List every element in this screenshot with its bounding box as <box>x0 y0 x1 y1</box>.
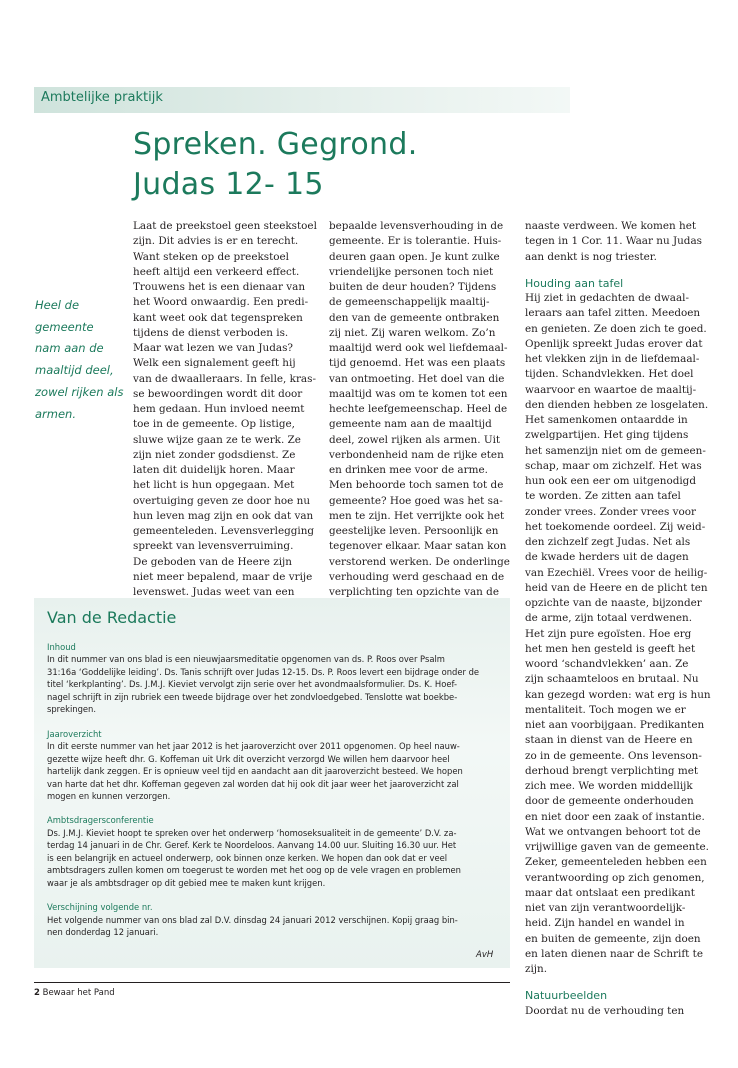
footer-rule <box>34 982 510 983</box>
text-line: waarvoor en waartoe de maaltij- <box>525 383 697 396</box>
text-line: tegen in 1 Cor. 11. Waar nu Judas <box>525 235 702 248</box>
text-line: heeft altijd een verkeerd effect. <box>133 265 300 278</box>
text-line: gemeente. Er is tolerantie. Huis- <box>329 235 502 248</box>
text-line: kan gezegd worden: wat erg is hun <box>525 688 711 701</box>
redactie-text-line: Ds. J.M.J. Kieviet hoopt te spreken over het onderwerp ‘homoseksualiteit in de gemeente’ D.V. za- <box>47 827 457 838</box>
text-line: en buiten de gemeente, zijn doen <box>525 932 701 945</box>
text-line: bepaalde levensverhouding in de <box>329 220 504 232</box>
text-line: heid. Zijn handel en wandel in <box>525 917 685 930</box>
subheading: Houding aan tafel <box>525 276 624 290</box>
text-line: Maar wat lezen we van Judas? <box>133 342 293 354</box>
text-line: Laat de preekstoel geen steekstoel <box>133 220 317 232</box>
redactie-text-line: In dit nummer van ons blad is een nieuwjaarsmeditatie opgenomen van ds. P. Roos over Psalm <box>47 654 445 665</box>
text-line: maaltijd was om te komen tot een <box>329 387 508 400</box>
text-line: aan denkt is nog triester. <box>525 250 657 263</box>
text-line: en genieten. Ze doen zich te goed. <box>525 322 707 335</box>
redactie-section-heading: Ambtsdragersconferentie <box>47 815 154 826</box>
text-line: tijdens de dienst verboden is. <box>133 326 289 339</box>
redactie-body <box>47 641 479 939</box>
text-line: de arme, zijn totaal verdwenen. <box>525 612 693 625</box>
pull-quote-line: armen. <box>35 406 76 421</box>
text-line: zijn. Dit advies is er en terecht. <box>133 235 299 248</box>
text-line: men te zijn. Het verrijkte ook het <box>329 509 505 522</box>
text-line: zich mee. We worden middellijk <box>525 780 693 792</box>
pull-quote-line: maaltijd deel, <box>35 363 114 378</box>
text-line: Trouwens het is een dienaar van <box>133 281 306 293</box>
text-line: gemeente nam aan de maaltijd <box>329 418 492 431</box>
text-line: levenswet. Judas weet van een <box>133 586 295 598</box>
text-line: van de dwaalleraars. In felle, kras- <box>133 372 316 385</box>
text-line: Want steken op de preekstoel <box>133 250 290 263</box>
text-line: het toekomende oordeel. Zij weid- <box>525 520 706 533</box>
text-line: heid van de Heere en de plicht ten <box>525 581 708 594</box>
text-line: van ontmoeting. Het doel van die <box>329 372 505 385</box>
text-line: het Woord onwaardig. Een predi- <box>133 296 309 309</box>
redactie-text-line: is een belangrijk en actueel onderwerp, ook binnen onze kerken. We hopen dan ook dat er veel <box>47 852 448 863</box>
text-line: tegenover elkaar. Maar satan kon <box>329 540 507 553</box>
text-line: buiten de deur houden? Tijdens <box>329 281 497 293</box>
text-line: toe in de gemeente. Op listige, <box>133 418 295 431</box>
text-line: den zichzelf zegt Judas. Net als <box>525 536 691 548</box>
text-line: Welk een signalement geeft hij <box>133 357 296 370</box>
text-line: de gemeenschappelijk maaltij- <box>329 296 490 309</box>
redactie-section-heading: Jaaroverzicht <box>47 728 102 739</box>
pull-quote-line: gemeente <box>35 319 94 334</box>
redactie-title: Van de Redactie <box>47 608 177 627</box>
article-column-2 <box>329 219 510 600</box>
redactie-signature: AvH <box>476 950 494 960</box>
redactie-text-line: van harte dat het dhr. Koffeman gegeven zal worden dat hij ook dit jaar weer het jaaroverzicht zal <box>47 778 459 789</box>
text-line: zijn niet zonder godsdienst. Ze <box>133 448 296 461</box>
pull-quote-line: Heel de <box>35 298 80 312</box>
text-line: den van de gemeente ontbraken <box>329 311 500 324</box>
text-line: De geboden van de Heere zijn <box>133 555 292 568</box>
text-line: den dienden hebben ze losgelaten. <box>525 398 709 411</box>
redactie-text-line: Het volgende nummer van ons blad zal D.V. dinsdag 24 januari 2012 verschijnen. Kopij graag bin- <box>47 914 458 925</box>
text-line: verbondenheid nam de rijke eten <box>329 448 504 461</box>
text-line: hun ook een eer om uitgenodigd <box>525 475 696 487</box>
text-line: schap, maar om zichzelf. Het was <box>525 459 702 472</box>
page-number: 2 <box>34 988 40 998</box>
text-line: zijn schaamteloos en brutaal. Nu <box>525 673 699 686</box>
article-column-1 <box>133 219 317 600</box>
text-line: mentaliteit. Toch mogen we er <box>525 703 686 716</box>
section-label: Ambtelijke praktijk <box>41 90 163 105</box>
text-line: leraars aan tafel zitten. Meedoen <box>525 307 701 320</box>
redactie-text-line: terdag 14 januari in de Chr. Geref. Kerk te Noordeloos. Aanvang 14.00 uur. Sluiting 16.30 uur. Het <box>47 840 457 851</box>
text-line: en drinken mee voor de arme. <box>329 464 488 476</box>
text-line: Men behoorde toch samen tot de <box>329 479 504 492</box>
text-line: tijden. Schandvlekken. Het doel <box>525 368 694 381</box>
text-line: en laten dienen naar de Schrift te <box>525 947 703 960</box>
text-line: zij niet. Zij waren welkom. Zo’n <box>329 326 496 339</box>
text-line: spreekt van levensverruiming. <box>133 540 294 553</box>
redactie-text-line: mogen en kunnen verzorgen. <box>47 790 171 801</box>
text-line: se bewoordingen wordt dit door <box>133 387 303 400</box>
text-line: tijd genoemd. Het was een plaats <box>329 357 506 370</box>
text-line: derhoud brengt verplichting met <box>525 764 699 777</box>
text-line: laten dit duidelijk horen. Maar <box>133 464 295 476</box>
text-line: zo in de gemeente. Ons levenson- <box>525 749 702 762</box>
text-line: hechte leefgemeenschap. Heel de <box>329 403 508 415</box>
article-column-3 <box>525 219 711 1019</box>
text-line: Zeker, gemeenteleden hebben een <box>525 856 707 869</box>
text-line: maaltijd werd ook wel liefdemaal- <box>329 342 508 354</box>
text-line: gemeente? Hoe goed was het sa- <box>329 494 503 507</box>
page-footer <box>34 988 115 998</box>
text-line: opzichte van de naaste, bijzonder <box>525 597 702 609</box>
title-line: Spreken. Gegrond. <box>133 127 418 162</box>
redactie-text-line: nagel schrijft in zijn rubriek een tweede bijdrage over het zondvloedgebed. Tenslotte wat boekbe- <box>47 691 458 702</box>
subheading: Natuurbeelden <box>525 989 608 1003</box>
text-line: Hij ziet in gedachten de dwaal- <box>525 292 690 304</box>
text-line: vrijwillige gaven van de gemeente. <box>525 841 709 853</box>
text-line: verplichting ten opzichte van de <box>329 586 499 598</box>
redactie-text-line: In dit eerste nummer van het jaar 2012 is het jaaroverzicht over 2011 opgenomen. Op heel nauw- <box>47 741 460 752</box>
redactie-text-line: 31:16a ‘Goddelijke leiding’. Ds. Tanis schrijft over Judas 12-15. Ds. P. Roos levert een bijdrage onder de <box>47 666 480 677</box>
text-line: zijn. <box>525 963 548 975</box>
text-line: de kwade herders uit de dagen <box>525 551 689 564</box>
text-line: overtuiging geven ze door hoe nu <box>133 494 311 507</box>
text-line: hem gedaan. Hun invloed neemt <box>133 403 305 415</box>
text-line: zonder vrees. Zonder vrees voor <box>525 505 696 518</box>
pull-quote-line: nam aan de <box>35 341 104 356</box>
text-line: deel, zowel rijken als armen. Uit <box>329 433 501 446</box>
text-line: verstorend werken. De onderlinge <box>329 555 510 568</box>
text-line: verantwoording op zich genomen, <box>525 871 705 884</box>
text-line: gemeenteleden. Levensverlegging <box>133 525 315 537</box>
redactie-text-line: sprekingen. <box>47 704 97 715</box>
text-line: zwelgpartijen. Het ging tijdens <box>525 429 689 442</box>
text-line: het samenzijn niet om de gemeen- <box>525 444 706 457</box>
text-line: Openlijk spreekt Judas erover dat <box>525 337 703 350</box>
text-line: deuren gaan open. Je kunt zulke <box>329 250 500 263</box>
redactie-text-line: nen donderdag 12 januari. <box>47 927 159 938</box>
redactie-text-line: gezette wijze heeft dhr. G. Koffeman uit Urk dit overzicht verzorgd We willen hem daarvoor heel <box>47 753 450 764</box>
text-line: Wat we ontvangen behoort tot de <box>525 825 701 838</box>
text-line: Het samenkomen ontaardde in <box>525 414 688 426</box>
article-title <box>133 125 418 205</box>
text-line: maar dat ontslaat een predikant <box>525 886 695 899</box>
redactie-section-heading: Verschijning volgende nr. <box>47 902 153 913</box>
redactie-text-line: titel ‘kerkplanting’. Ds. J.M.J. Kieviet vervolgt zijn serie over het avondmaalsformulier. Ds. K. Hoef- <box>47 679 458 690</box>
text-line: Het zijn pure egoïsten. Hoe erg <box>525 627 692 640</box>
text-line: naaste verdween. We komen het <box>525 220 697 232</box>
text-line: door de gemeente onderhouden <box>525 795 694 808</box>
pull-quote-line: zowel rijken als <box>35 384 124 399</box>
text-line: niet aan voorbijgaan. Predikanten <box>525 719 705 731</box>
text-line: Doordat nu de verhouding ten <box>525 1004 685 1017</box>
text-line: en niet door een zaak of instantie. <box>525 810 705 823</box>
text-line: te worden. Ze zitten aan tafel <box>525 490 681 503</box>
text-line: het men hen gesteld is geeft het <box>525 642 696 655</box>
text-line: het licht is hun opgegaan. Met <box>133 479 295 492</box>
text-line: woord ‘schandvlekken’ aan. Ze <box>525 658 689 670</box>
pull-quote <box>35 295 127 425</box>
redactie-text-line: hartelijk dank zeggen. Er is opnieuw veel tijd en aandacht aan dit jaaroverzicht besteed. We hopen <box>47 766 463 777</box>
publication-name: Bewaar het Pand <box>42 988 115 998</box>
text-line: het vlekken zijn in de liefdemaal- <box>525 353 700 365</box>
redactie-text-line: ambtsdragers zullen komen om toegerust te worden met het oog op de vele vragen en problemen <box>47 865 461 876</box>
title-line: Judas 12- 15 <box>133 167 324 202</box>
text-line: hun leven mag zijn en ook dat van <box>133 509 314 522</box>
text-line: vriendelijke personen toch niet <box>329 265 494 278</box>
redactie-text-line: waar je als ambtsdrager op dit gebied mee te maken kunt krijgen. <box>47 877 326 888</box>
text-line: niet meer bepalend, maar de vrije <box>133 570 313 583</box>
text-line: verhouding werd geschaad en de <box>329 570 505 583</box>
text-line: van Ezechiël. Vrees voor de heilig- <box>525 566 708 579</box>
text-line: sluwe wijze gaan ze te werk. Ze <box>133 433 301 446</box>
text-line: niet van zijn verantwoordelijk- <box>525 902 686 914</box>
text-line: staan in dienst van de Heere en <box>525 734 693 747</box>
redactie-section-heading: Inhoud <box>47 642 76 652</box>
text-line: geestelijke leven. Persoonlijk en <box>329 525 499 537</box>
text-line: kant weet ook dat tegenspreken <box>133 311 303 324</box>
